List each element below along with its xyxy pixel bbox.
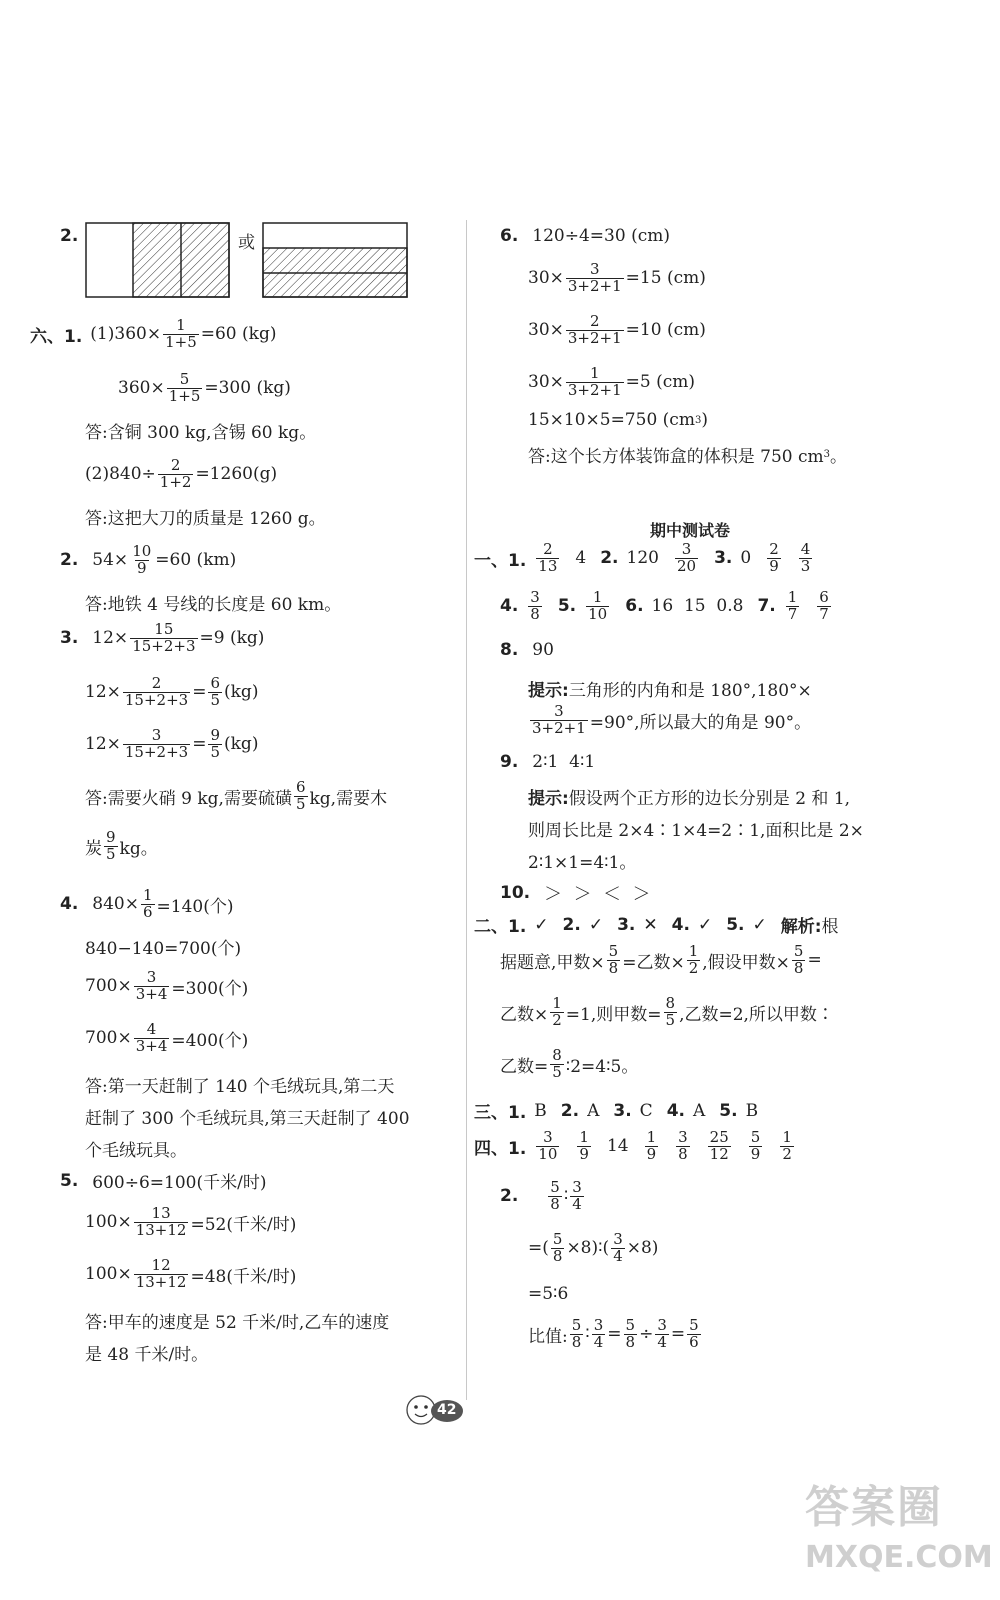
page-number-badge: [405, 1390, 465, 1430]
q6-1-line1: 六、1. (1)360× $\frac{1}{1+5}$ =60 (kg): [30, 316, 277, 351]
s4-q2-line4: 比值: $\frac{5}{8}$ ∶ $\frac{3}{4}$ = $\frac{5}{8}$ ÷ $\frac{3}{4}$ = $\frac{5}{6}$: [528, 1316, 699, 1351]
fraction: $\frac{5}{8}$: [550, 1178, 560, 1213]
s4-q2-line2: =( $\frac{5}{8}$ ×8)∶( $\frac{3}{4}$ ×8): [528, 1230, 659, 1265]
s1-hint1-cont: $\frac{3}{3+2+1}$ =90°,所以最大的角是 90°。: [532, 702, 812, 737]
fraction: $\frac{1}{2}$: [782, 1128, 792, 1163]
q6-3-line3: 12× $\frac{3}{15+2+3}$ = $\frac{9}{5}$ (kg): [85, 726, 259, 761]
q6-1-answer2: 答:这把大刀的质量是 1260 g。: [85, 509, 326, 529]
watermark: [805, 1478, 993, 1590]
fraction: $\frac{4}{3}$: [800, 540, 811, 575]
q2-number: 2.: [60, 226, 79, 246]
q6-4-answer3: 个毛绒玩具。: [85, 1141, 187, 1161]
s1-hint2-line2: 则周长比是 2×4∶1×4=2∶1,面积比是 2×: [528, 821, 864, 841]
fraction: $\frac{6}{5}$: [210, 674, 220, 709]
s4-q2-line3: =5∶6: [528, 1284, 569, 1304]
fraction: $\frac{3}{8}$: [678, 1128, 688, 1163]
fraction: $\frac{1}{7}$: [787, 588, 798, 623]
fraction: $\frac{5}{8}$: [608, 942, 619, 977]
fraction: $\frac{1}{1+5}$: [165, 316, 197, 351]
q6-line3: 30× $\frac{2}{3+2+1}$ =10 (cm): [528, 312, 706, 347]
fraction: $\frac{6}{5}$: [295, 778, 306, 813]
s1-row1: 一、1. $\frac{2}{13}$ 4 2. 120 $\frac{3}{20}$ 3. 0 $\frac{2}{9}$ $\frac{4}{3}$: [474, 540, 811, 575]
s4-row1: 四、1. $\frac{3}{10}$ $\frac{1}{9}$ 14 $\frac{1}{9}$ $\frac{3}{8}$ $\frac{25}{12}$ $\frac{5}{9}$ $\frac{1}{2}$: [474, 1128, 792, 1163]
s2-row4: 乙数= $\frac{8}{5}$ ∶2=4∶5。: [500, 1046, 639, 1081]
q6-5-line3: 100× $\frac{12}{13+12}$ =48(千米/时): [85, 1256, 297, 1291]
fraction: $\frac{1}{2}$: [688, 942, 699, 977]
q6-3-answer2: 炭 $\frac{9}{5}$ kg。: [85, 828, 158, 863]
fraction: $\frac{3}{10}$: [538, 1128, 558, 1163]
fraction: $\frac{2}{15+2+3}$: [124, 674, 189, 709]
fraction: $\frac{1}{3+2+1}$: [567, 364, 622, 399]
fraction: $\frac{2}{1+2}$: [159, 456, 192, 491]
s1-hint1: 提示: 三角形的内角和是 180°,180°×: [528, 681, 812, 701]
q6-2-line1: 2. 54× $\frac{10}{9}$ =60 (km): [60, 542, 237, 577]
q6-3-line1: 3. 12× $\frac{15}{15+2+3}$ =9 (kg): [60, 620, 265, 655]
q6-5-answer1: 答:甲车的速度是 52 千米/时,乙车的速度: [85, 1313, 390, 1333]
q6-1-line2: 360× $\frac{5}{1+5}$ =300 (kg): [118, 370, 291, 405]
fraction: $\frac{1}{9}$: [579, 1128, 589, 1163]
s2-row1: 二、1. ✓ 2. ✓ 3. ✕ 4. ✓ 5. ✓ 解析: 根: [474, 914, 839, 937]
s1-hint2: 提示: 假设两个正方形的边长分别是 2 和 1,: [528, 789, 851, 809]
watermark-url: MXQE.COM: [805, 1540, 993, 1575]
fraction: $\frac{10}{9}$: [132, 542, 152, 577]
q6-line4: 30× $\frac{1}{3+2+1}$ =5 (cm): [528, 364, 696, 399]
section-title: 期中测试卷: [650, 521, 731, 540]
fraction: $\frac{3}{4}$: [613, 1230, 623, 1265]
fraction: $\frac{8}{5}$: [665, 994, 676, 1029]
q6-4-answer2: 赶制了 300 个毛绒玩具,第三天赶制了 400: [85, 1109, 410, 1129]
fraction: $\frac{12}{13+12}$: [135, 1256, 187, 1291]
fraction: $\frac{3}{3+2+1}$: [532, 702, 586, 737]
fraction: $\frac{3}{4}$: [593, 1316, 604, 1351]
fraction: $\frac{1}{10}$: [588, 588, 608, 623]
fraction: $\frac{4}{3+4}$: [135, 1020, 168, 1055]
q6-4-line4: 700× $\frac{4}{3+4}$ =400(个): [85, 1020, 249, 1055]
s1-row2: 4. $\frac{3}{8}$ 5. $\frac{1}{10}$ 6. 16 15 0.8 7. $\frac{1}{7}$ $\frac{6}{7}$: [500, 588, 829, 623]
fraction: $\frac{3}{3+2+1}$: [567, 260, 622, 295]
q6-line2: 30× $\frac{3}{3+2+1}$ =15 (cm): [528, 260, 706, 295]
fraction: $\frac{5}{1+5}$: [168, 370, 201, 405]
q6-1-line3: (2)840÷ $\frac{2}{1+2}$ =1260(g): [85, 456, 278, 491]
fraction: $\frac{8}{5}$: [552, 1046, 562, 1081]
q6-2-answer: 答:地铁 4 号线的长度是 60 km。: [85, 595, 342, 615]
fraction-rect-horizontal: [262, 222, 408, 298]
q6-1-answer1: 答:含铜 300 kg,含锡 60 kg。: [85, 423, 317, 443]
q6-5-line2: 100× $\frac{13}{13+12}$ =52(千米/时): [85, 1204, 297, 1239]
fraction: $\frac{5}{8}$: [552, 1230, 563, 1265]
s4-q2-line1: 2. $\frac{5}{8}$ ∶ $\frac{3}{4}$: [500, 1178, 582, 1213]
fraction: $\frac{25}{12}$: [709, 1128, 729, 1163]
q6-answer: 答:这个长方体装饰盒的体积是 750 cm 3 。: [528, 447, 847, 467]
q6-5-line1: 5. 600÷6=100(千米/时): [60, 1170, 267, 1193]
column-divider: [466, 220, 467, 1400]
fraction: $\frac{5}{8}$: [793, 942, 804, 977]
fraction: $\frac{9}{5}$: [210, 726, 220, 761]
q6-5-answer2: 是 48 千米/时。: [85, 1345, 209, 1365]
fraction: $\frac{3}{3+4}$: [135, 968, 168, 1003]
fraction: $\frac{1}{2}$: [552, 994, 562, 1029]
fraction-rect-vertical: [85, 222, 230, 298]
page-number: 42: [437, 1402, 457, 1418]
s1-row3: 8. 90: [500, 640, 554, 660]
q6-line1: 6. 120÷4=30 (cm): [500, 226, 670, 246]
q6-4-answer1: 答:第一天赶制了 140 个毛绒玩具,第二天: [85, 1077, 395, 1097]
q6-4-line1: 4. 840× $\frac{1}{6}$ =140(个): [60, 886, 234, 921]
fraction: $\frac{15}{15+2+3}$: [132, 620, 196, 655]
fraction: $\frac{1}{6}$: [143, 886, 153, 921]
fraction: $\frac{3}{15+2+3}$: [124, 726, 189, 761]
s1-hint2-line3: 2∶1×1=4∶1。: [528, 853, 637, 873]
fraction: $\frac{3}{4}$: [572, 1178, 582, 1213]
watermark-logo-text: 答案圈: [805, 1482, 943, 1533]
q6-3-answer1: 答:需要火硝 9 kg,需要硫磺 $\frac{6}{5}$ kg,需要木: [85, 778, 388, 813]
s3-row: 三、1. B 2. A 3. C 4. A 5. B: [474, 1100, 759, 1123]
fraction: $\frac{6}{7}$: [819, 588, 829, 623]
fraction: $\frac{2}{9}$: [769, 540, 779, 575]
fraction: $\frac{5}{8}$: [571, 1316, 582, 1351]
fraction: $\frac{2}{13}$: [538, 540, 558, 575]
s1-row4: 9. 2∶1 4∶1: [500, 752, 596, 772]
fraction: $\frac{9}{5}$: [106, 828, 116, 863]
fraction: $\frac{1}{9}$: [646, 1128, 657, 1163]
fraction: $\frac{3}{20}$: [676, 540, 697, 575]
q6-4-line2: 840−140=700(个): [85, 939, 242, 959]
q6-3-line2: 12× $\frac{2}{15+2+3}$ = $\frac{6}{5}$ (kg): [85, 674, 259, 709]
fraction: $\frac{2}{3+2+1}$: [567, 312, 622, 347]
fraction: $\frac{5}{9}$: [750, 1128, 761, 1163]
s2-row3: 乙数× $\frac{1}{2}$ =1,则甲数= $\frac{8}{5}$ ,乙数=2,所以甲数∶: [500, 994, 834, 1029]
s2-row2: 据题意,甲数× $\frac{5}{8}$ =乙数× $\frac{1}{2}$ ,假设甲数× $\frac{5}{8}$ =: [500, 942, 822, 977]
q6-4-line3: 700× $\frac{3}{3+4}$ =300(个): [85, 968, 249, 1003]
fraction: $\frac{3}{4}$: [657, 1316, 667, 1351]
fraction: $\frac{3}{8}$: [530, 588, 540, 623]
s1-row5: 10. ＞ ＞ ＜ ＞: [500, 883, 651, 905]
fraction: $\frac{5}{8}$: [625, 1316, 636, 1351]
fraction: $\frac{13}{13+12}$: [135, 1204, 187, 1239]
fraction: $\frac{5}{6}$: [689, 1316, 699, 1351]
q6-line5: 15×10×5=750 (cm 3 ): [528, 410, 708, 430]
or-label: 或: [238, 233, 255, 253]
